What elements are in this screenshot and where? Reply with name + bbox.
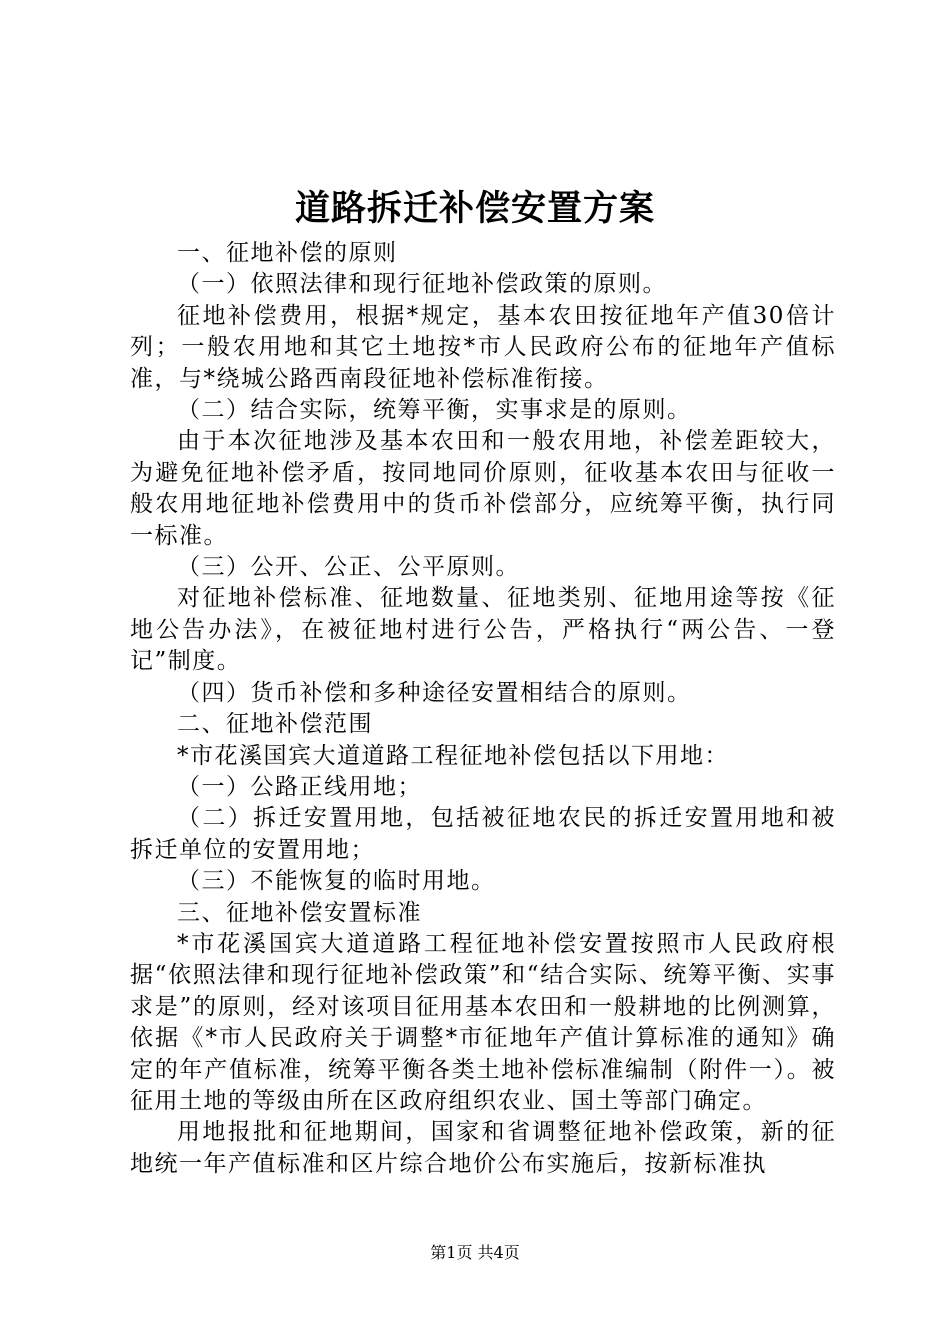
paragraph: （二）结合实际，统筹平衡，实事求是的原则。 [177,397,692,424]
paragraph: 二、征地补偿范围 [177,711,373,738]
paragraph: （三）公开、公正、公平原则。 [177,554,520,581]
paragraph: （三）不能恢复的临时用地。 [177,868,496,895]
paragraph: 对征地补偿标准、征地数量、征地类别、征地用途等按《征地公告办法》，在被征地村进行公告，严格执行“两公告、一登记”制度。 [130,585,836,675]
document-title: 道路拆迁补偿安置方案 [294,188,655,229]
paragraph: 用地报批和征地期间，国家和省调整征地补偿政策，新的征地统一年产值标准和区片综合地价公布实施后，按新标准执 [130,1119,836,1177]
paragraph: （二）拆迁安置用地，包括被征地农民的拆迁安置用地和被拆迁单位的安置用地； [130,805,836,863]
paragraph: （四）货币补偿和多种途径安置相结合的原则。 [177,679,692,706]
paragraph: （一）公路正线用地； [177,773,422,800]
paragraph: 征地补偿费用，根据*规定，基本农田按征地年产值30倍计列；一般农用地和其它土地按*市人民政府公布的征地年产值标准，与*绕城公路西南段征地补偿标准衔接。 [130,302,836,392]
page-footer: 第1页 共4页 [430,1243,520,1262]
paragraph: （一）依照法律和现行征地补偿政策的原则。 [177,271,667,298]
document-body [130,238,836,1180]
paragraph: *市花溪国宾大道道路工程征地补偿包括以下用地： [177,742,729,769]
paragraph: *市花溪国宾大道道路工程征地补偿安置按照市人民政府根据“依照法律和现行征地补偿政策”和“结合实际、统筹平衡、实事求是”的原则，经对该项目征用基本农田和一般耕地的比例测算，依据《*市人民政府关于调整*市征地年产值计算标准的通知》确定的年产值标准，统筹平衡各类土地补偿标准编制（附件一）。被征用土地的等级由所在区政府组织农业、国土等部门确定。 [130,930,836,1114]
paragraph: 三、征地补偿安置标准 [177,899,422,926]
paragraph: 一、征地补偿的原则 [177,240,398,266]
paragraph: 由于本次征地涉及基本农田和一般农用地，补偿差距较大，为避免征地补偿矛盾，按同地同价原则，征收基本农田与征收一般农用地征地补偿费用中的货币补偿部分，应统筹平衡，执行同一标准。 [130,428,836,549]
